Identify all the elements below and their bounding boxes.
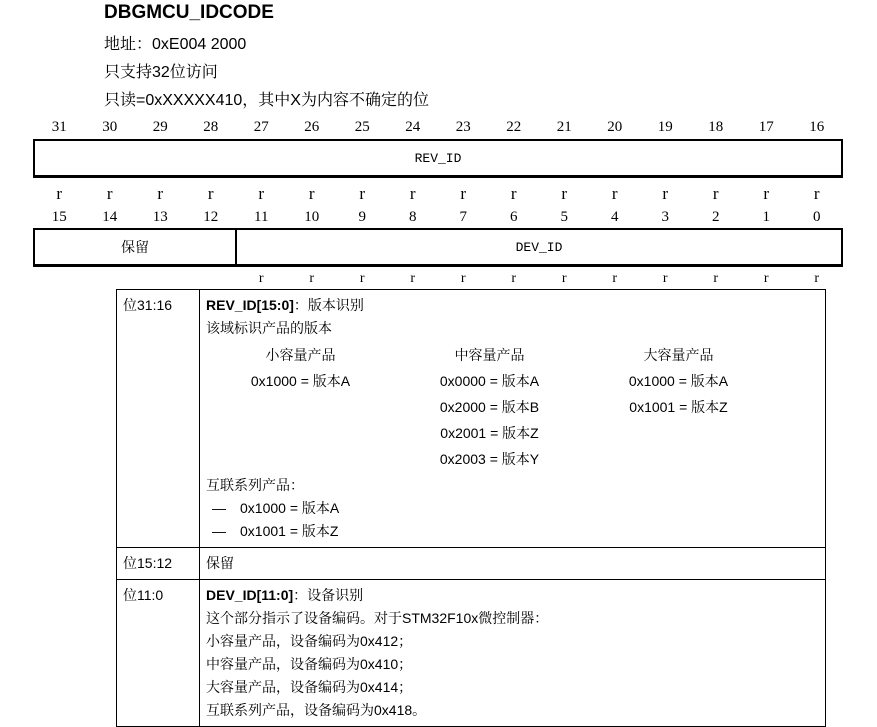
bit-number: 31 [51, 119, 67, 135]
product-column [206, 342, 395, 472]
bit-number: 2 [712, 209, 720, 225]
access-type: r [258, 271, 264, 286]
bit-number: 7 [459, 209, 467, 225]
bit-numbers-high [34, 119, 842, 136]
bit-number: 11 [254, 209, 269, 225]
product-column-header: 小容量产品 [265, 347, 336, 363]
bit-number: 24 [405, 119, 421, 135]
bit-number: 25 [354, 119, 370, 135]
register-field-rev-id [33, 139, 843, 178]
revision-item: 0x1000 = 版本A [250, 373, 351, 389]
field-name-suffix: ：设备识别 [293, 587, 364, 603]
bit-number: 20 [607, 119, 623, 135]
revision-item: 0x2000 = 版本B [439, 399, 540, 415]
product-column [395, 342, 584, 472]
register-fields-low [33, 228, 843, 267]
access-type: r [814, 271, 820, 286]
field-title [206, 294, 819, 317]
connectivity-title: 互联系列产品： [206, 477, 304, 493]
bit-number: 12 [203, 209, 219, 225]
bit-number: 28 [203, 119, 219, 135]
access-type: r [460, 271, 466, 286]
rev-id-label: REV_ID [414, 150, 462, 166]
bit-range-label: 位15:12 [117, 548, 200, 580]
access-type: r [561, 271, 567, 286]
bit-number: 6 [510, 209, 518, 225]
bit-number: 21 [556, 119, 572, 135]
bit-number: 30 [102, 119, 118, 135]
reserved-field-label: 保留 [121, 240, 149, 256]
access-type: r [662, 184, 669, 203]
access-type: r [309, 271, 315, 286]
connectivity-item: — 0x1000 = 版本A [212, 500, 340, 516]
access-type: r [510, 184, 517, 203]
bit-number: 29 [152, 119, 168, 135]
revision-item: 0x0000 = 版本A [439, 373, 540, 389]
access-type: r [712, 184, 719, 203]
product-column-header: 中容量产品 [454, 347, 525, 363]
desc-line: 中容量产品，设备编码为0x410； [206, 656, 413, 672]
desc-line: 这个部分指示了设备编码。对于STM32F10x微控制器： [206, 610, 549, 626]
bit-number: 17 [758, 119, 774, 135]
bit-description [200, 580, 826, 727]
desc-line: 互联系列产品，设备编码为0x418。 [206, 702, 427, 718]
register-title: DBGMCU_IDCODE [104, 2, 274, 23]
access-type: r [410, 271, 416, 286]
table-row [117, 548, 826, 580]
revision-grid [206, 342, 819, 472]
bit-range-label: 位11:0 [117, 580, 200, 727]
access-type: r [207, 184, 214, 203]
bit-number: 27 [253, 119, 269, 135]
access-type: r [359, 184, 366, 203]
access-type: r [56, 184, 63, 203]
access-type: r [612, 271, 618, 286]
bit-description: 保留 [200, 548, 826, 580]
access-row-low [236, 271, 842, 287]
access-type: r [611, 184, 618, 203]
bit-number: 0 [813, 209, 821, 225]
field-name: DEV_ID[11:0] [206, 587, 294, 603]
bit-number: 10 [304, 209, 320, 225]
field-desc: 该域标识产品的版本 [206, 320, 332, 336]
access-type: r [763, 184, 770, 203]
access-row-high [34, 184, 842, 204]
bit-description-table [116, 289, 826, 727]
field-name-suffix: ：版本识别 [293, 297, 364, 313]
access-type: r [106, 184, 113, 203]
register-readonly-note: 只读=0xXXXXX410，其中X为内容不确定的位 [104, 92, 429, 109]
register-address: 地址：0xE004 2000 [104, 36, 247, 53]
access-type: r [511, 271, 517, 286]
access-type: r [308, 184, 315, 203]
access-type: r [258, 184, 265, 203]
bit-number: 26 [304, 119, 320, 135]
access-type: r [359, 271, 365, 286]
access-type: r [561, 184, 568, 203]
bit-number: 8 [409, 209, 417, 225]
bit-number: 22 [506, 119, 522, 135]
access-type: r [763, 271, 769, 286]
bit-number: 19 [657, 119, 673, 135]
bit-description [200, 290, 826, 548]
bit-number: 16 [809, 119, 825, 135]
field-title [206, 584, 819, 607]
access-type: r [813, 184, 820, 203]
desc-line: 小容量产品，设备编码为0x412； [206, 633, 413, 649]
field-name: REV_ID[15:0] [206, 297, 294, 313]
bit-number: 13 [152, 209, 168, 225]
table-row [117, 290, 826, 548]
bit-number: 9 [358, 209, 366, 225]
access-type: r [157, 184, 164, 203]
access-type: r [662, 271, 668, 286]
bit-range-label: 位31:16 [117, 290, 200, 548]
table-row [117, 580, 826, 727]
connectivity-item: — 0x1001 = 版本Z [212, 523, 339, 539]
bit-number: 3 [661, 209, 669, 225]
bit-number: 23 [455, 119, 471, 135]
revision-item: 0x2003 = 版本Y [439, 451, 540, 467]
product-column-header: 大容量产品 [643, 347, 714, 363]
bit-number: 5 [560, 209, 568, 225]
product-column [584, 342, 773, 472]
bit-number: 4 [611, 209, 619, 225]
desc-line: 大容量产品，设备编码为0x414； [206, 679, 413, 695]
access-type: r [713, 271, 719, 286]
bit-number: 1 [762, 209, 770, 225]
revision-item: 0x2001 = 版本Z [440, 425, 539, 441]
dev-id-label: DEV_ID [515, 239, 563, 255]
access-type: r [409, 184, 416, 203]
access-type: r [460, 184, 467, 203]
bit-number: 18 [708, 119, 724, 135]
revision-item: 0x1000 = 版本A [628, 373, 729, 389]
bit-number: 14 [102, 209, 118, 225]
revision-item: 0x1001 = 版本Z [629, 399, 728, 415]
register-access: 只支持32位访问 [104, 64, 218, 81]
bit-numbers-low [34, 209, 842, 226]
bit-number: 15 [51, 209, 67, 225]
